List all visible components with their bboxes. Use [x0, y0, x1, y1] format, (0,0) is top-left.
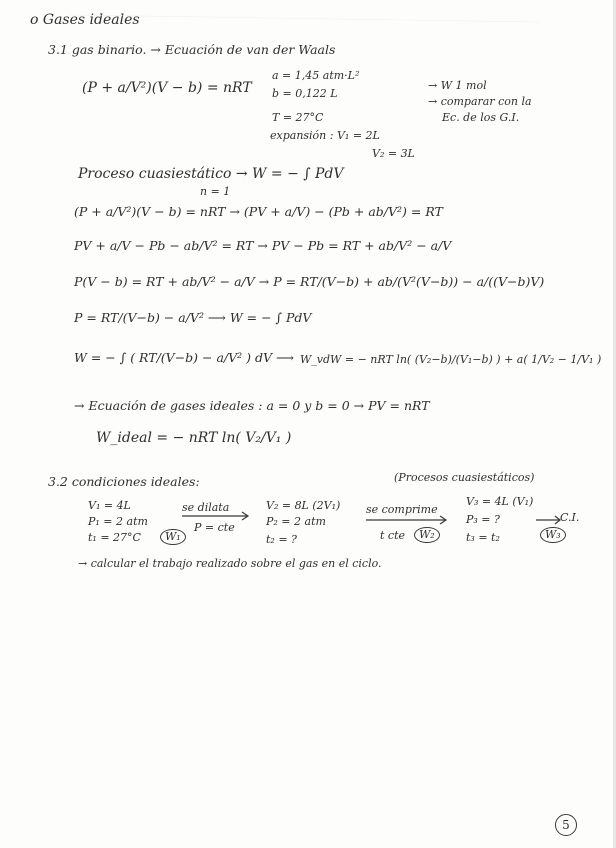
s31-title: 3.1 gas binario. → Ecuación de van der Waals [48, 42, 336, 57]
s32-w3: W₃ [540, 527, 566, 543]
s32-arrow1-bot: P = cte [194, 521, 235, 534]
s32-t2: t₂ = ? [266, 533, 297, 546]
s31-n-eq: n = 1 [200, 185, 231, 198]
s31-eq-vdw: (P + a/V²)(V − b) = nRT [82, 80, 252, 96]
s31-note-3: Ec. de los G.I. [442, 111, 520, 124]
s31-note-2: → comparar con la [428, 95, 532, 108]
s31-proceso: Proceso cuasiestático → W = − ∫ PdV [78, 166, 344, 182]
s32-v3: V₃ = 4L (V₁) [466, 495, 534, 508]
s32-ci: C.I. [560, 511, 580, 524]
s31-expansion: expansión : V₁ = 2L [270, 129, 380, 142]
s31-note-1: → W 1 mol [428, 79, 487, 92]
s32-procesos: (Procesos cuasiestáticos) [394, 471, 535, 484]
s32-t1: t₁ = 27°C [88, 531, 141, 544]
faint-rule [70, 15, 540, 22]
s31-line-5a: W = − ∫ ( RT/(V−b) − a/V² ) dV ⟶ [74, 350, 294, 365]
s31-line-3: P(V − b) = RT + ab/V² − a/V → P = RT/(V−b) + ab/(V²(V−b)) − a/((V−b)V) [74, 274, 545, 289]
s32-t3: t₃ = t₂ [466, 531, 500, 544]
s32-calc: → calcular el trabajo realizado sobre el gas en el ciclo. [78, 557, 382, 570]
s31-const-t: T = 27°C [272, 111, 324, 124]
s32-arrow1-top: se dilata [182, 501, 230, 514]
s32-p1: P₁ = 2 atm [88, 515, 148, 528]
heading: o Gases ideales [30, 12, 140, 28]
s32-title: 3.2 condiciones ideales: [48, 474, 200, 489]
s32-w1: W₁ [160, 529, 186, 545]
s31-line-2: PV + a/V − Pb − ab/V² = RT → PV − Pb = RT + ab/V² − a/V [74, 238, 452, 253]
s31-const-b: b = 0,122 L [272, 87, 338, 100]
s32-arrow2-top: se comprime [366, 503, 438, 516]
s32-p3: P₃ = ? [466, 513, 500, 526]
s32-w2: W₂ [414, 527, 440, 543]
s31-const-a: a = 1,45 atm·L² [272, 69, 360, 82]
page-number: 5 [555, 814, 577, 836]
s31-line-4: P = RT/(V−b) − a/V² ⟶ W = − ∫ PdV [74, 310, 312, 325]
s31-line-6: → Ecuación de gases ideales : a = 0 y b = 0 → PV = nRT [74, 398, 430, 413]
s32-p2: P₂ = 2 atm [266, 515, 326, 528]
s32-arrow2-bot: t cte [380, 529, 406, 542]
s32-v2: V₂ = 8L (2V₁) [266, 499, 341, 512]
s31-line-7: W_ideal = − nRT ln( V₂/V₁ ) [96, 430, 292, 446]
s31-line-5b: W_vdW = − nRT ln( (V₂−b)/(V₁−b) ) + a( 1/V₂ − 1/V₁ ) [300, 353, 602, 366]
s32-v1: V₁ = 4L [88, 499, 131, 512]
s31-v2: V₂ = 3L [372, 147, 415, 160]
s31-line-1: (P + a/V²)(V − b) = nRT → (PV + a/V) − (Pb + ab/V²) = RT [74, 204, 443, 219]
